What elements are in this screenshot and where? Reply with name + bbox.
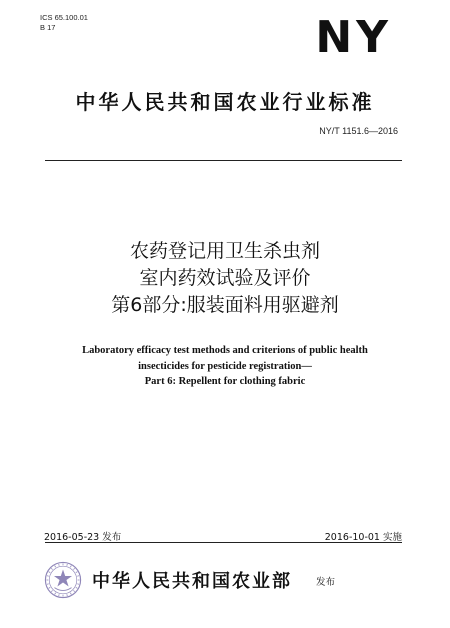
bottom-divider: [45, 542, 402, 543]
standard-category-title: 中华人民共和国农业行业标准: [75, 90, 375, 114]
chinese-title-line-1: 农药登记用卫生杀虫剂: [129, 240, 320, 262]
english-title-line-2: insecticides for pesticide registration—: [138, 360, 312, 372]
chinese-title: [0, 238, 450, 319]
issue-date: 2016-05-23 发布: [44, 532, 122, 543]
implementation-date: 2016-10-01 实施: [324, 532, 402, 543]
standard-code: NY/T 1151.6—2016: [319, 126, 398, 136]
ccs-code: B 17: [40, 23, 56, 32]
top-divider: [45, 160, 402, 161]
english-title-line-3: Part 6: Repellent for clothing fabric: [144, 376, 306, 387]
chinese-title-line-2: 室内药效试验及评价: [139, 267, 311, 289]
issuing-authority-suffix: 发布: [316, 577, 336, 588]
classification-codes: [40, 13, 88, 33]
issuing-authority: 中华人民共和国农业部: [92, 571, 292, 592]
ministry-emblem-icon: [44, 561, 82, 599]
standard-mark: NY: [315, 12, 392, 63]
english-title-line-1: Laboratory efficacy test methods and criterions of public health: [82, 345, 368, 356]
english-title: [0, 343, 450, 390]
ics-code: ICS 65.100.01: [40, 13, 88, 22]
chinese-title-line-3: 第6部分:服装面料用驱避剂: [111, 294, 339, 316]
